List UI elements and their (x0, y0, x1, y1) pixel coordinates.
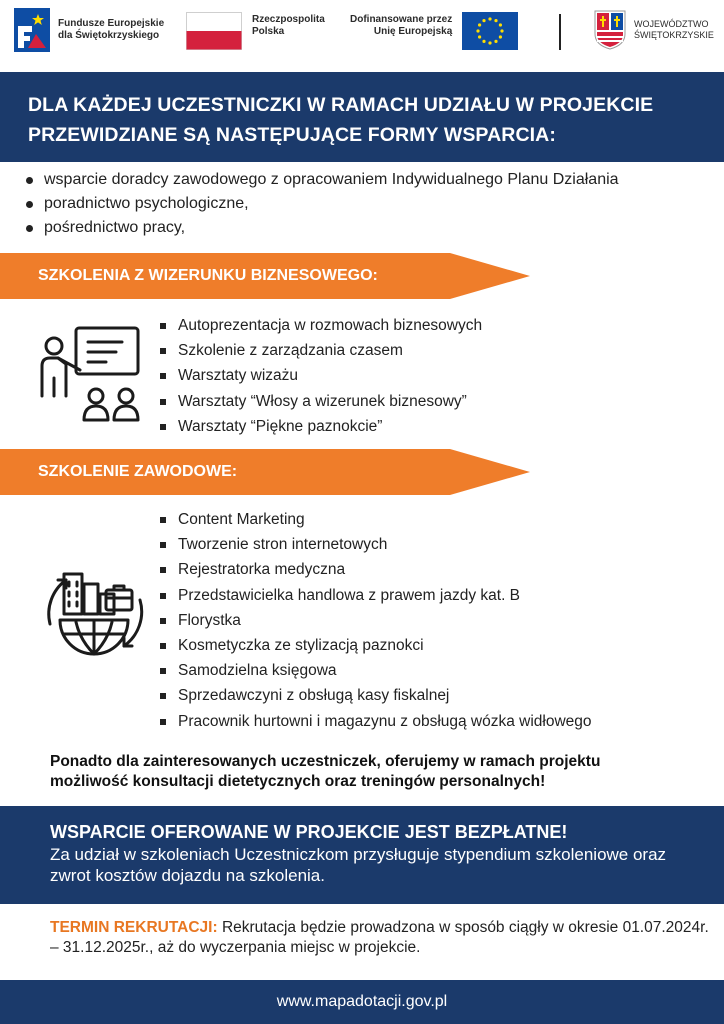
support-forms-list (22, 168, 712, 240)
list-item: Warsztaty wizażu (160, 363, 482, 388)
free-support-heading: WSPARCIE OFEROWANE W PROJEKCIE JEST BEZPŁATNE! (50, 822, 568, 842)
european-funds-logo (14, 8, 164, 52)
additional-offer-line-1: Ponadto dla zainteresowanych uczestniczek, oferujemy w ramach projektu (50, 753, 601, 770)
european-funds-logo-icon (14, 8, 50, 52)
list-item: wsparcie doradcy zawodowego z opracowaniem Indywidualnego Planu Działania (22, 168, 712, 192)
footer (0, 980, 724, 1024)
european-funds-line2: dla Świętokrzyskiego (58, 30, 160, 41)
additional-offer-line-2: możliwość konsultacji dietetycznych oraz treningów personalnych! (50, 773, 546, 790)
list-item: Szkolenie z zarządzania czasem (160, 338, 482, 363)
vocational-trainings-list (160, 507, 592, 734)
list-item: Tworzenie stron internetowych (160, 532, 592, 557)
eu-funding-line1: Dofinansowane przez (350, 14, 453, 25)
eu-funding-line2: Unię Europejską (373, 26, 453, 37)
list-item: Przedstawicielka handlowa z prawem jazdy kat. B (160, 583, 592, 608)
list-item: Sprzedawczyni z obsługą kasy fiskalnej (160, 683, 592, 708)
recruitment-info (50, 918, 710, 958)
polish-republic-line1: Rzeczpospolita (252, 14, 325, 25)
polish-republic-logo (186, 12, 325, 50)
global-business-cycle-icon (36, 562, 154, 667)
eu-funding-logo (350, 12, 518, 50)
list-item: poradnictwo psychologiczne, (22, 192, 712, 216)
list-item: Samodzielna księgowa (160, 658, 592, 683)
recruitment-label: TERMIN REKRUTACJI (50, 919, 213, 936)
polish-flag-icon (186, 12, 242, 50)
list-item: Warsztaty “Piękne paznokcie” (160, 414, 482, 439)
presentation-trainer-icon (36, 326, 148, 431)
list-item: Autoprezentacja w rozmowach biznesowych (160, 313, 482, 338)
list-item: pośrednictwo pracy, (22, 216, 712, 240)
free-support-description: Za udział w szkoleniach Uczestniczkom przysługuje stypendium szkoleniowe oraz zwrot kosztów dojazdu na szkolenia. (50, 845, 667, 885)
logo-divider (559, 14, 561, 50)
list-item: Pracownik hurtowni i magazynu z obsługą wózka widłowego (160, 709, 592, 734)
banner-line-2: PRZEWIDZIANE SĄ NASTĘPUJĄCE FORMY WSPARCIA: (28, 124, 556, 146)
polish-republic-line2: Polska (252, 26, 285, 37)
swietokrzyskie-line1: WOJEWÓDZTWO (634, 19, 709, 29)
list-item: Kosmetyczka ze stylizacją paznokci (160, 633, 592, 658)
swietokrzyskie-logo (594, 10, 714, 50)
vocational-section-header (0, 449, 530, 495)
free-support-banner (0, 806, 724, 904)
additional-offer-text (50, 752, 690, 792)
recruitment-label-colon: : (212, 919, 218, 936)
swietokrzyskie-coat-of-arms-icon (594, 10, 626, 50)
list-item: Rejestratorka medyczna (160, 557, 592, 582)
recruitment-text: Rekrutacja będzie prowadzona w sposób ciągły w okresie 01.07.2024r. – 31.12.2025r., aż do wyczerpania miejsc w projekcie. (50, 919, 709, 956)
list-item: Warsztaty “Włosy a wizerunek biznesowy” (160, 389, 482, 414)
vocational-section-title: SZKOLENIE ZAWODOWE: (38, 463, 238, 480)
list-item: Florystka (160, 608, 592, 633)
eu-flag-icon (462, 12, 518, 50)
banner-line-1: DLA KAŻDEJ UCZESTNICZKI W RAMACH UDZIAŁU W PROJEKCIE (28, 94, 654, 116)
business-image-section-header (0, 253, 530, 299)
logo-bar (0, 0, 724, 72)
support-forms-banner (0, 72, 724, 162)
european-funds-line1: Fundusze Europejskie (58, 18, 165, 29)
business-image-trainings-list (160, 313, 482, 439)
list-item: Content Marketing (160, 507, 592, 532)
website-link[interactable]: www.mapadotacji.gov.pl (276, 993, 448, 1010)
swietokrzyskie-line2: ŚWIĘTOKRZYSKIE (634, 30, 714, 40)
business-image-section-title: SZKOLENIA Z WIZERUNKU BIZNESOWEGO: (38, 267, 378, 284)
